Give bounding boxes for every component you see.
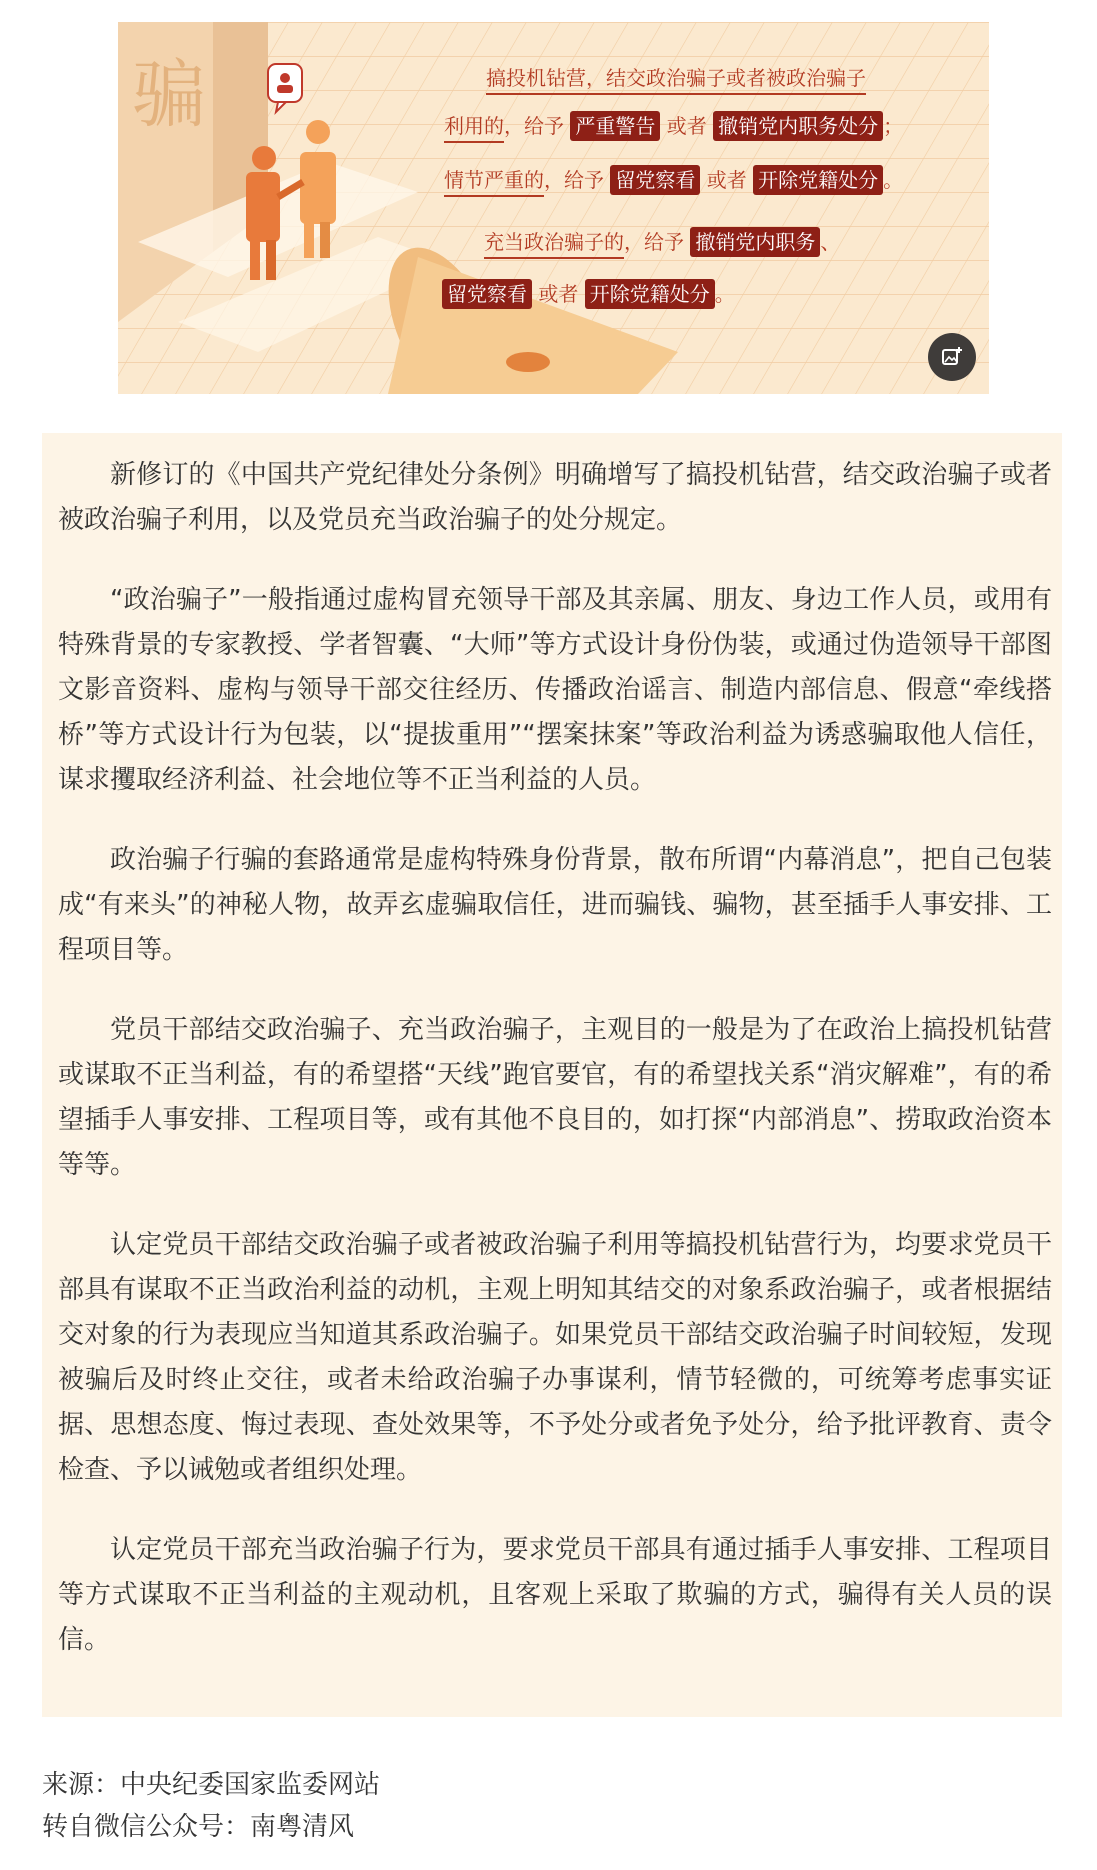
paragraph: 党员干部结交政治骗子、充当政治骗子，主观目的一般是为了在政治上搞投机钻营或谋取不正当利益，有的希望搭“天线”跑官要官，有的希望找关系“消灾解难”，有的希望插手人事安排、工程项目等，或有其他不良目的，如打探“内部消息”、捞取政治资本等等。 xyxy=(58,1015,1052,1180)
penalty-line-2-connector: ，给予 xyxy=(504,114,564,138)
penalty-line-1 xyxy=(486,62,866,94)
penalty-line-1-text: 搞投机钻营，结交政治骗子或者被政治骗子 xyxy=(486,66,866,95)
penalty-tag: 撤销党内职务处分 xyxy=(713,111,883,141)
penalty-line-5 xyxy=(442,278,735,310)
penalty-line-5-or: 或者 xyxy=(538,282,579,306)
penalty-tag: 撤销党内职务 xyxy=(690,227,820,257)
watermark-character: 骗 xyxy=(132,52,206,138)
penalty-line-2-or: 或者 xyxy=(666,114,707,138)
penalty-line-3-end: 。 xyxy=(883,168,904,192)
penalty-line-4-subject: 充当政治骗子的 xyxy=(484,230,624,259)
penalty-line-2 xyxy=(444,110,903,142)
penalty-tag: 留党察看 xyxy=(610,165,700,195)
source-line: 来源：中央纪委国家监委网站 xyxy=(42,1770,381,1800)
penalty-line-4 xyxy=(484,226,840,258)
image-edit-icon xyxy=(940,345,964,369)
penalty-tag: 严重警告 xyxy=(570,111,660,141)
penalty-tag: 留党察看 xyxy=(442,279,532,309)
repost-line: 转自微信公众号：南粤清风 xyxy=(42,1812,355,1842)
penalty-line-2-end: ； xyxy=(883,114,904,138)
penalty-line-2-subject: 利用的 xyxy=(444,114,504,143)
penalty-line-4-end: 、 xyxy=(820,230,841,254)
penalty-line-3-subject: 情节严重的 xyxy=(444,168,544,197)
paragraph: “政治骗子”一般指通过虚构冒充领导干部及其亲属、朋友、身边工作人员，或用有特殊背景的专家教授、学者智囊、“大师”等方式设计身份伪装，或通过伪造领导干部图文影音资料、虚构与领导干部交往经历、传播政治谣言、制造内部信息、假意“牵线搭桥”等方式设计行为包装，以“提拔重用”“摆案抹案”等政治利益为诱惑骗取他人信任，谋求攫取经济利益、社会地位等不正当利益的人员。 xyxy=(58,585,1052,795)
penalty-line-5-end: 。 xyxy=(714,282,735,306)
penalty-line-3-connector: ，给予 xyxy=(544,168,604,192)
penalty-line-4-connector: ，给予 xyxy=(624,230,684,254)
paragraph: 新修订的《中国共产党纪律处分条例》明确增写了搞投机钻营，结交政治骗子或者被政治骗子利用，以及党员充当政治骗子的处分规定。 xyxy=(58,460,1052,535)
paragraph: 政治骗子行骗的套路通常是虚构特殊身份背景，散布所谓“内幕消息”，把自己包装成“有来头”的神秘人物，故弄玄虚骗取信任，进而骗钱、骗物，甚至插手人事安排、工程项目等。 xyxy=(58,845,1052,965)
penalty-tag: 开除党籍处分 xyxy=(585,279,715,309)
article-body xyxy=(42,433,1062,1717)
header-illustration xyxy=(118,22,989,394)
paragraph: 认定党员干部充当政治骗子行为，要求党员干部具有通过插手人事安排、工程项目等方式谋取不正当利益的主观动机，且客观上采取了欺骗的方式，骗得有关人员的误信。 xyxy=(58,1535,1052,1655)
image-edit-button[interactable] xyxy=(928,333,976,381)
penalty-line-3 xyxy=(444,164,903,196)
penalty-line-3-or: 或者 xyxy=(706,168,747,192)
paragraph: 认定党员干部结交政治骗子或者被政治骗子利用等搞投机钻营行为，均要求党员干部具有谋取不正当政治利益的动机，主观上明知其结交的对象系政治骗子，或者根据结交对象的行为表现应当知道其系政治骗子。如果党员干部结交政治骗子时间较短，发现被骗后及时终止交往，或者未给政治骗子办事谋利，情节轻微的，可统筹考虑事实证据、思想态度、悔过表现、查处效果等，不予处分或者免予处分，给予批评教育、责令检查、予以诫勉或者组织处理。 xyxy=(58,1230,1052,1485)
penalty-tag: 开除党籍处分 xyxy=(753,165,883,195)
